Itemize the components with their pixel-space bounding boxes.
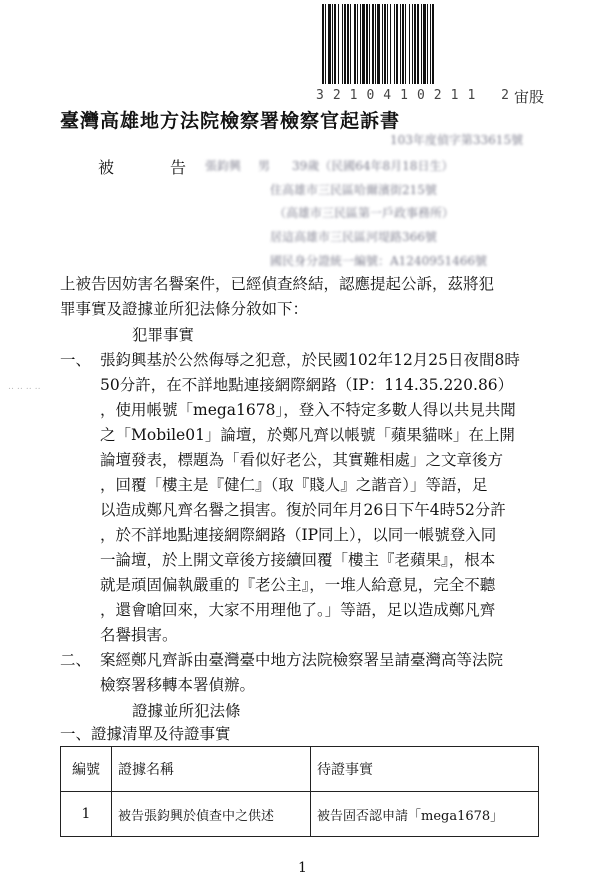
defendant-sex: 男 (258, 159, 271, 173)
table-row (61, 792, 539, 837)
facts-line: 張鈞興基於公然侮辱之犯意，於民國102年12月25日夜間8時 (100, 351, 520, 369)
defendant-age: 39歲（民國64年8月18日生） (292, 159, 454, 173)
barcode-number: 3210410211 2 (316, 88, 518, 103)
facts-line: ，使用帳號「mega1678」，登入不特定多數人得以共見共聞 (100, 401, 516, 419)
facts-line: ，於不詳地點連接網際網路（IP同上），以同一帳號登入同 (100, 526, 497, 544)
evidence-subheading: 一、證據清單及待證事實 (60, 725, 231, 743)
facts-line: 名譽損害。 (100, 626, 178, 644)
facts-line: 50分許，在不詳地點連接網際網路（IP：114.35.220.86） (100, 376, 514, 394)
case-number: 103年度偵字第33615號 (390, 133, 524, 147)
defendant-name: 張鈞興 (205, 159, 242, 173)
evidence-heading: 證據並所犯法條 (132, 702, 241, 720)
table-cell: 被告張鈞興於偵查中之供述 (112, 792, 311, 837)
facts-item2-marker: 二、 (60, 651, 92, 669)
facts-line: ，回覆「樓主是『健仁』（取『賤人』之諧音）」等語，足 (100, 476, 488, 494)
defendant-residence: 居這高雄市三民區河堤路366號 (270, 230, 437, 244)
column-header: 證據名稱 (112, 747, 311, 792)
barcode-suffix: 宙股 (514, 88, 545, 106)
defendant-address: 住高雄市三民區哈爾濱街215號 (270, 183, 437, 197)
document-title: 臺灣高雄地方法院檢察署檢察官起訴書 (60, 110, 401, 132)
facts-line: 就是頑固偏執嚴重的『老公主』，一堆人給意見，完全不聽 (100, 576, 496, 594)
defendant-register: （高雄市三民區第一戶政事務所） (274, 206, 455, 220)
facts-item1-marker: 一、 (60, 351, 92, 369)
facts-line: 以造成鄭凡齊名譽之損害。復於同年月26日下午4時52分許 (100, 501, 506, 519)
table-cell: 被告固否認申請「mega1678」 (311, 792, 539, 837)
defendant-id-number: 國民身分證統一編號：A1240951466號 (270, 254, 488, 268)
column-header: 待證事實 (311, 747, 539, 792)
facts-line: 之「Mobile01」論壇，於鄭凡齊以帳號「蘋果貓咪」在上開 (100, 426, 515, 444)
intro-line-2: 罪事實及證據並所犯法條分敘如下： (60, 300, 309, 318)
evidence-table (60, 746, 539, 837)
page-number: 1 (298, 860, 307, 876)
table-cell: 1 (61, 792, 112, 837)
facts-line: 檢察署移轉本署偵辦。 (100, 676, 256, 694)
defendant-label-a: 被 (98, 158, 115, 177)
facts-heading: 犯罪事實 (132, 326, 195, 344)
facts-line: ，還會嗆回來，大家不用理他了。」等語，足以造成鄭凡齊 (100, 601, 496, 619)
column-header: 編號 (61, 747, 112, 792)
facts-line: 一論壇，於上開文章後方接續回覆「樓主『老蘋果』，根本 (100, 551, 496, 569)
defendant-label-b: 告 (170, 158, 187, 177)
barcode (322, 4, 534, 84)
table-header-row (61, 747, 539, 792)
facts-line: 案經鄭凡齊訴由臺灣臺中地方法院檢察署呈請臺灣高等法院 (100, 651, 504, 669)
intro-line-1: 上被告因妨害名譽案件，已經偵查終結，認應提起公訴，茲將犯 (60, 275, 495, 293)
side-marks: ‥ ‥ ‥ ‥ (8, 382, 41, 392)
facts-line: 論壇發表，標題為「看似好老公，其實難相處」之文章後方 (100, 451, 504, 469)
